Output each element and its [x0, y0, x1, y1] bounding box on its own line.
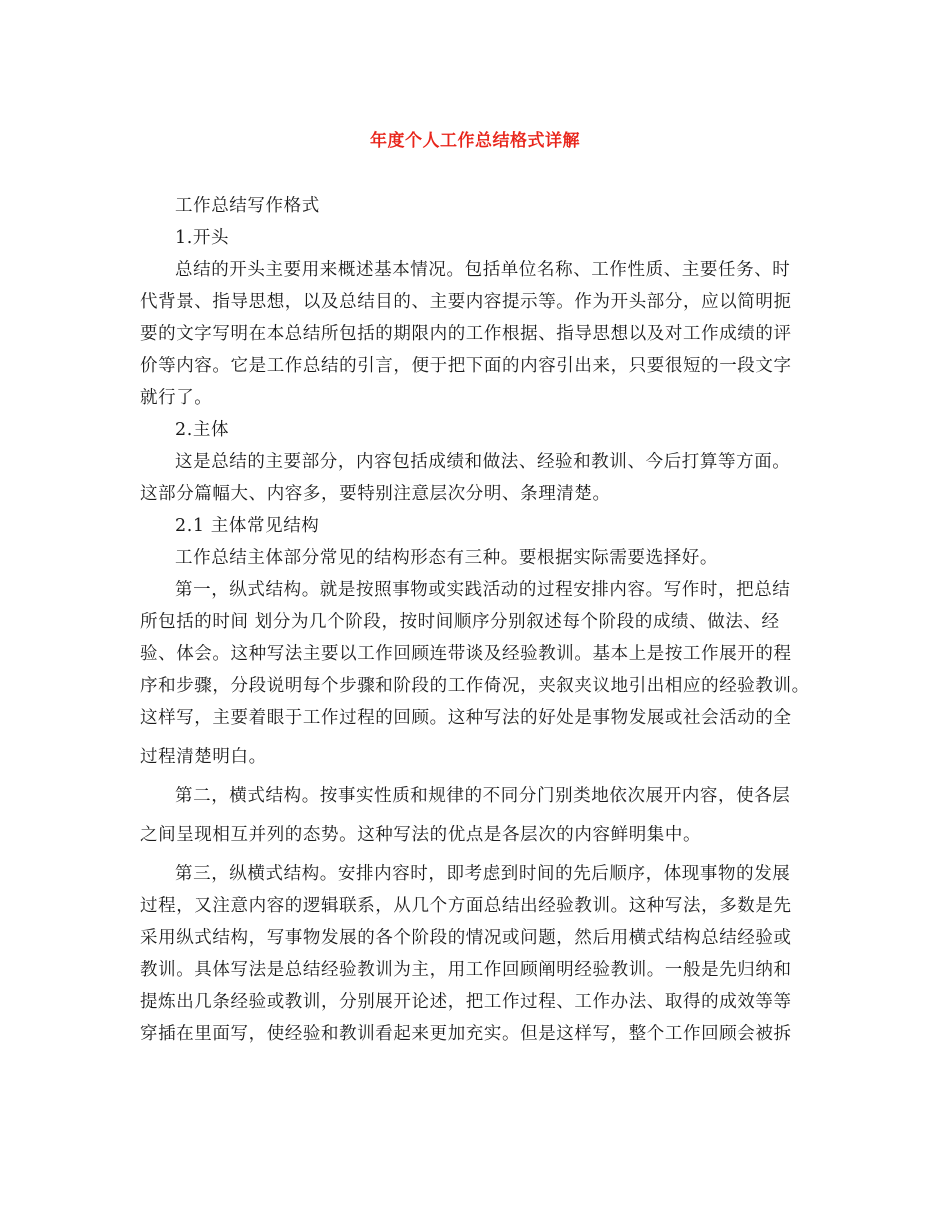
paragraph-line: 就行了。: [140, 388, 213, 408]
paragraph-line: 过程清楚明白。: [140, 747, 267, 767]
paragraph-line: 第一，纵式结构。就是按照事物或实践活动的过程安排内容。写作时，把总结: [175, 580, 791, 600]
paragraph-line: 总结的开头主要用来概述基本情况。包括单位名称、工作性质、主要任务、时: [175, 260, 791, 280]
section-heading: 工作总结写作格式: [175, 196, 320, 216]
document-body: [140, 190, 815, 1050]
paragraph-line: 代背景、指导思想，以及总结目的、主要内容提示等。作为开头部分，应以简明扼: [140, 292, 792, 312]
paragraph-line: 第三，纵横式结构。安排内容时，即考虑到时间的先后顺序，体现事物的发展: [175, 864, 791, 884]
document-title: 年度个人工作总结格式详解: [370, 131, 580, 151]
paragraph-line: 序和步骤，分段说明每个步骤和阶段的工作倚况，夹叙夹议地引出相应的经验教训。: [140, 676, 810, 696]
paragraph-line: 穿插在里面写，使经验和教训看起来更加充实。但是这样写，整个工作回顾会被拆: [140, 1024, 792, 1044]
paragraph-line: 这部分篇幅大、内容多，要特别注意层次分明、条理清楚。: [140, 484, 611, 504]
paragraph-line: 要的文字写明在本总结所包括的期限内的工作根据、指导思想以及对工作成绩的评: [140, 324, 792, 344]
paragraph-line: 价等内容。它是工作总结的引言，便于把下面的内容引出来，只要很短的一段文字: [140, 356, 792, 376]
paragraph-line: 工作总结主体部分常见的结构形态有三种。要根据实际需要选择好。: [175, 548, 718, 568]
paragraph-line: 采用纵式结构，写事物发展的各个阶段的情况或问题，然后用横式结构总结经验或: [140, 928, 792, 948]
paragraph-line: 教训。具体写法是总结经验教训为主，用工作回顾阐明经验教训。一般是先归纳和: [140, 960, 792, 980]
paragraph-line: 这是总结的主要部分，内容包括成绩和做法、经验和教训、今后打算等方面。: [175, 452, 791, 472]
paragraph-line: 之间呈现相互并列的态势。这种写法的优点是各层次的内容鲜明集中。: [140, 825, 702, 845]
section-heading: 2.主体: [175, 420, 230, 440]
paragraph-line: 这样写，主要着眼于工作过程的回顾。这种写法的好处是事物发展或社会活动的全: [140, 708, 792, 728]
paragraph-line: 验、体会。这种写法主要以工作回顾连带谈及经验教训。基本上是按工作展开的程: [140, 644, 792, 664]
section-heading: 1.开头: [175, 228, 230, 248]
paragraph-line: 第二，横式结构。按事实性质和规律的不同分门别类地依次展开内容，使各层: [175, 786, 791, 806]
paragraph-line: 过程，又注意内容的逻辑联系，从几个方面总结出经验教训。这种写法，多数是先: [140, 896, 792, 916]
paragraph-line: 提炼出几条经验或教训，分别展开论述，把工作过程、工作办法、取得的成效等等: [140, 992, 792, 1012]
section-heading: 2.1 主体常见结构: [175, 516, 320, 536]
paragraph-line: 所包括的时间 划分为几个阶段，按时间顺序分别叙述每个阶段的成绩、做法、经: [140, 612, 780, 632]
